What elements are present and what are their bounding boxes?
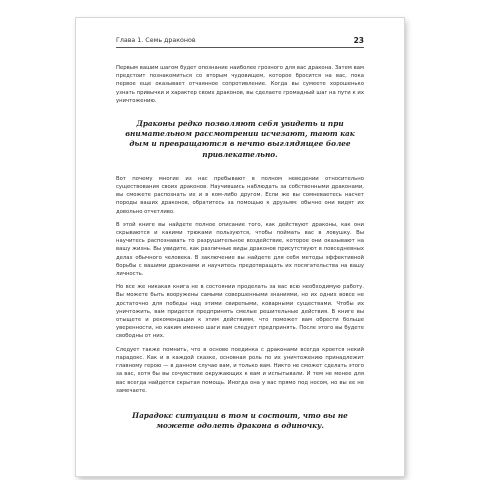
running-header [116, 37, 364, 48]
page-number: 23 [353, 36, 364, 45]
paragraph: Но все же никакая книга не в состоянии проделать за вас всю необходимую работу. Вы можете быть вооружены самыми совершенными знаниями, но их одних вовсе не достаточно для победы над этими свирепыми, коварными существами. Чтобы их уничтожить, вам придется предпринять смелые решительные действия. В книге вы отыщете и рекомендации к этим действиям, что поможет вам обрести больше уверенности, но каким именно шаги вам следует предпринять. После этого вы будете свободны от них. [116, 284, 364, 340]
pull-quote: Парадокс ситуации в том и состоит, что вы не можете одолеть дракона в одиночку. [132, 410, 348, 431]
paragraph: Следует также помнить, что в основе поединка с драконами всегда кроется некий парадокс. Как и в каждой сказке, основная роль по их уничтожению принадлежит главному герою — в данном случае вам, и только вам. Никто не сможет сделать этого за вас, хотя бы вы сочувствие окружающих к вам и испытывали. И тем не менее для вас всегда найдется скрытая помощь. Иногда она у вас прямо под носом, но вы ее не замечаете. [116, 346, 364, 394]
chapter-title: Глава 1. Семь драконов [116, 37, 196, 44]
pull-quote: Драконы редко позволяют себя увидеть и при внимательном рассмотрении исчезают, тают как дым и превращаются в нечто выглядящее более привлекательно. [125, 119, 355, 159]
paragraph: В этой книге вы найдете полное описание того, как действуют драконы, как они скрываются и какими трюками пользуются, чтобы поймать вас в ловушку. Вы научитесь распознавать то разрушительное воздействие, которое они оказывают на вашу жизнь. Вы увидите, как различные виды драконов присутствуют в повседневных делах обычного человека. В заключение вы найдете для себя методы эффективной борьбы с вашими драконами и научитесь предотвращать их посягательства на вашу личность. [116, 221, 364, 278]
page-body [116, 64, 364, 446]
book-page [76, 18, 404, 476]
paragraph: Первым вашим шагом будет опознание наиболее грозного для вас дракона. Затем вам предстоит познакомиться со вторым чудовищем, которое бросится на вас, пока первое еще оказывает отчаянное сопротивление. Когда вы сумеете хорошенько узнать привычки и характер своих драконов, вы сделаете громадный шаг на пути к их уничтожению. [116, 65, 364, 104]
paragraph: Вот почему многие из нас пребывают в полном неведении относительно существования своих драконов. Научившись наблюдать за собственными драконами, вы сможете распознать их и в ком-либо другом. Если же вы сомневаетесь насчет породы ваших драконов, обратитесь за помощью к друзьям: обычно они видят их довольно отчетливо. [116, 175, 364, 215]
